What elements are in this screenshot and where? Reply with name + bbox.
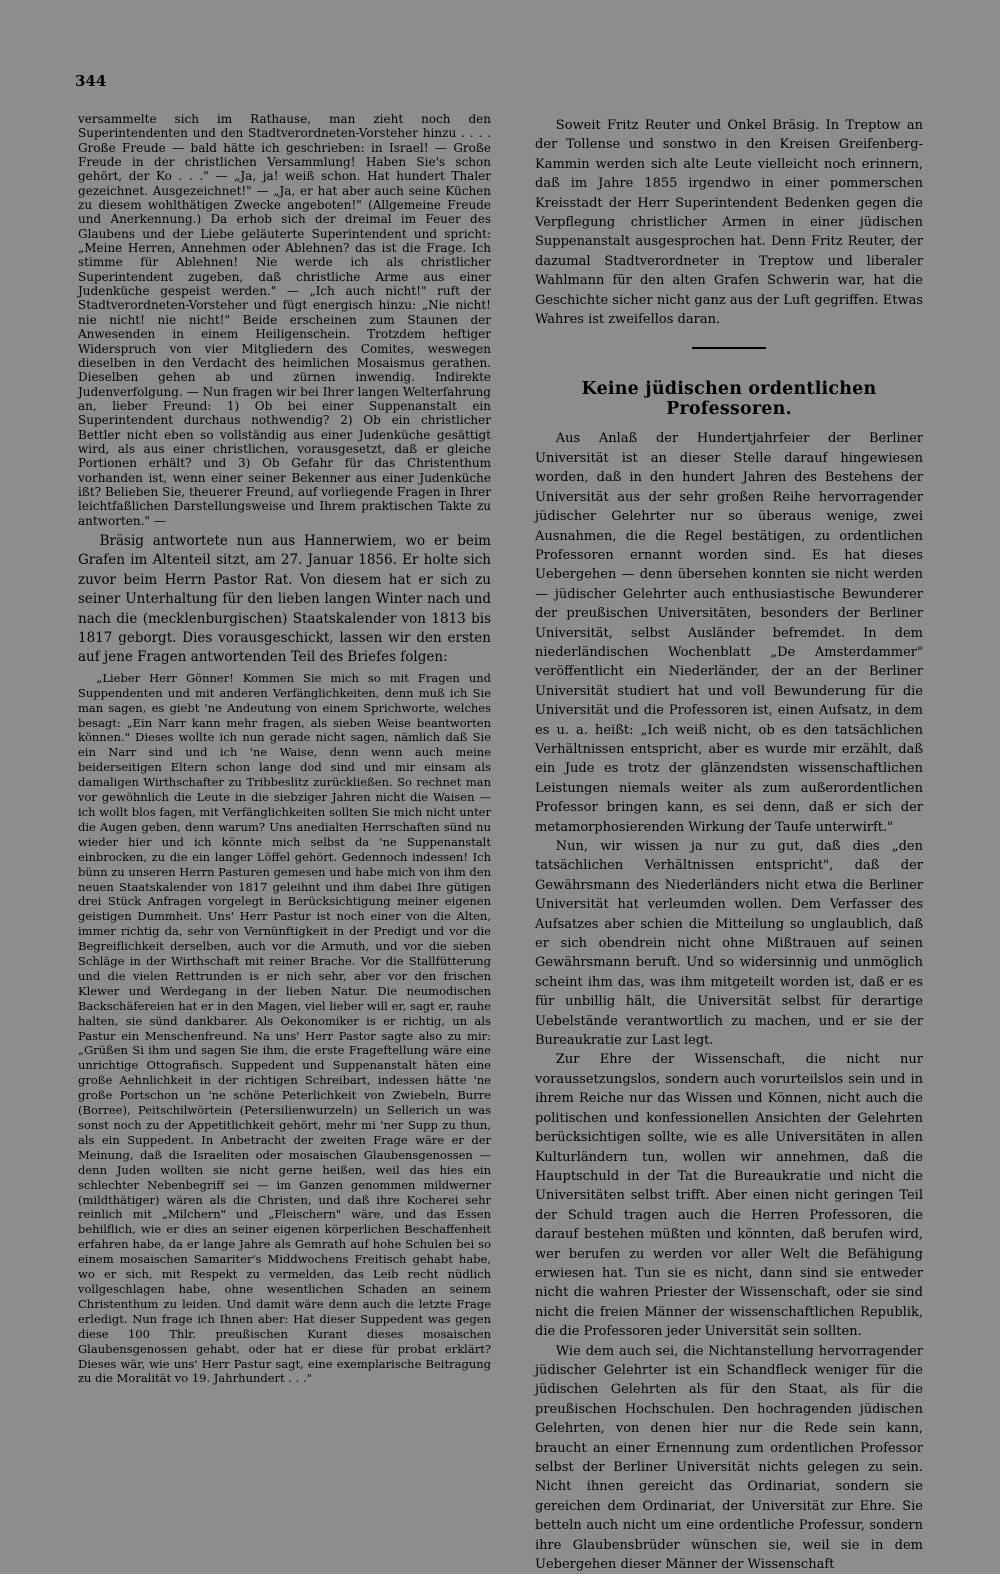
left-lead-paragraph: versammelte sich im Rathause, man zieht noch den Superintendenten und den Stadtverordneten-Vorsteher hinzu . . . . Große Freude — bald hätte ich geschrieben: in Israel! — Große Freude in der christlichen Versammlung! Haben Sie's schon gehört, der Ko . . ." — „Ja, ja! weiß schon. Hat hundert Thaler gezeichnet. Ausgezeichnet!" — „Ja, er hat aber auch seine Küchen zu diesem wohlthätigen Zwecke angeboten!" (Allgemeine Freude und Anerkennung.) Da erhob sich der dreimal im Feuer des Glaubens und der Liebe geläuterte Superintendent und spricht: „Meine Herren, Annehmen oder Ablehnen? das ist die Frage. Ich stimme für Ablehnen! Nie werde ich als christlicher Superintendent zugeben, daß christliche Arme aus einer Judenküche gespeist werden." — „Ich auch nicht!" ruft der Stadtverordneten-Vorsteher und fügt energisch hinzu: „Nie nicht! nie nicht! nie nicht!" Beide erscheinen zum Staunen der Anwesenden in einem Heiligenschein. Trotzdem heftiger Widerspruch von vier Mitgliedern des Comites, weswegen dieselben in den Verdacht des heimlichen Mosaismus gerathen. Dieselben gehen ab und zürnen inwendig. Indirekte Judenverfolgung. — Nun fragen wir bei Ihrer langen Welterfahrung an, lieber Freund: 1) Ob bei einer Suppenanstalt ein Superintendent durchaus nothwendig? 2) Ob ein christlicher Bettler nicht eben so vollständig aus einer Judenküche gesättigt wird, als aus einer christlichen, vorausgesetzt, daß er gleiche Portionen erhält? und 3) Ob Gefahr für das Christenthum vorhanden ist, wenn einer seiner Bekenner aus einer Judenküche ißt? Belieben Sie, theuerer Freund, auf vorliegende Fragen in Ihrer leichtfaßlichen Darstellungsweise und Ihrem praktischen Takte zu antworten." — [78,112,491,528]
article-paragraph: Nun, wir wissen ja nur zu gut, daß dies „den tatsächlichen Verhältnissen entspricht", daß der Gewährsmann des Niederländers nicht etwa die Berliner Universität hat verleumden wollen. Dem Verfasser des Aufsatzes aber schien die Mitteilung so unglaublich, daß er sich obendrein nicht ohne Mißtrauen auf seinen Gewährsmann beruft. Und so widersinnig und unmöglich scheint ihm das, was ihm mitgeteilt worden ist, daß er es für unbillig hält, die Universität selbst für derartige Uebelstände verantwortlich zu machen, und er sie der Bureaukratie zur Last legt. [535,839,923,1049]
bräsig-letter: „Lieber Herr Gönner! Kommen Sie mich so mit Fragen und Suppendenten und mit anderen Verfänglichkeiten, denn muß ich Sie man sagen, es giebt 'ne Andeutung von einem Sprichworte, welches besagt: „Ein Narr kann mehr fragen, als sieben Weise beantworten können." Dieses wollte ich nun gerade nicht sagen, nämlich daß Sie ein Narr sind und ich 'ne Waise, denn wenn auch meine beiderseitigen Eltern schon lange dod sind und mir einsam als damaligen Wirthschafter zu Tribbeslitz zurückließen. So rechnet man vor gewöhnlich die Leute in die siebziger Jahren nicht die Waisen — ich wollt blos fagen, mit Verfänglichkeiten sollten Sie mich nicht unter die Augen geben, denn warum? Uns anedialten Herrschaften sünd nu wieder hier und ich könnte mich selbst da 'ne Suppenanstalt einbrocken, zu die ein langer Löffel gehört. Gedennoch indessen! Ich bünn zu unseren Herrn Pasturen gemesen und habe mich von ihm den neuen Staatskalender von 1817 geleihnt und ihm dabei Ihre gütigen drei Stück Anfragen vorgelegt in Berücksichtigung meiner eigenen geistigen Dummheit. Uns' Herr Pastur ist noch einer von die Alten, immer richtig da, sehr von Vernünftigkeit in der Predigt und vor die Begreiflichkeit derselben, auch vor die Armuth, und vor die sieben Schläge in der Wirthschaft mit reiner Brache. Vor die Stallfütterung und die vielen Rettrunden is er nich sehr, aber vor den frischen Klewer und Werdegang in der lieben Natur. Die neumodischen Backschäfereien hat er in den Magen, viel lieber will er, sagt er, rauhe halten, sie sünd dankbarer. Als Oekonomiker is er richtig, un als Pastur ein Menschenfreund. Na uns' Herr Pastor sagte also zu mir: „Grüßen Si ihm und sagen Sie ihm, die erste Frageftellung wäre eine unrichtige Ottografisch. Suppedent und Suppenanstalt häten eine große Aehnlichkeit in der richtigen Schreibart, indessen hätte 'ne große Portschon un 'ne schöne Peterlichkeit von Zwiebeln, Burre (Borree), Peitschilwörtein (Petersilienwurzeln) un Sellerich un was sonst noch zu der Appetitlichkeit gehört, mehr mi 'ner Supp zu thun, als ein Suppedent. In Anbetracht der zweiten Frage wäre er der Meinung, daß die Israeliten oder mosaischen Glaubensgenossen — denn Juden wollten sie nicht gerne heißen, weil das hies ein schlechter Nebenbegriff sei — im Ganzen genommen mildwerner (mildthätiger) wären als die Christen, und daß ihre Kocherei sehr reinlich mit „Milchern" und „Fleischern" wäre, und das Essen behilflich, wie er dies an seiner eigenen körperlichen Beschaffenheit erfahren habe, da er lange Jahre als Gemrath auf hohe Schulen bei so einem mosaischen Samariter's Middwochens Freitisch gehabt habe, wo er sich, mit Respekt zu vermelden, das Leib recht nüdlich vollgeschlagen habe, ohne wesentlichen Schaden an seinem Christenthum zu leiden. Und damit wäre denn auch die letzte Frage erledigt. Nun frage ich Ihnen aber: Hat dieser Suppedent was gegen diese 100 Thlr. preußischen Kurant dieses mosaischen Glaubensgenossen gehabt, oder hat er diese für probat erklärt? Dieses wär, wie uns' Herr Pastur sagt, eine exemplarische Beitragung zu die Moralität vo 19. Jahrhundert . . ." [78,670,491,1386]
article-paragraph: Wie dem auch sei, die Nichtanstellung hervorragender jüdischer Gelehrter ist ein Schandfleck weniger für die jüdischen Gelehrten als für den Staat, als für die preußischen Hochschulen. Den hochragenden jüdischen Gelehrten, von denen hier nur die Rede sein kann, braucht an einer Ernennung zum ordentlichen Professor selbst der Berliner Universität nichts gelegen zu sein. Nicht ihnen gereicht das Ordinariat, sondern sie gereichen dem Ordinariat, der Universität zur Ehre. Sie betteln auch nicht um eine ordentliche Professur, sondern ihre Glaubensbrüder wünschen sie, weil sie in dem Uebergehen dieser Männer der Wissenschaft [535,1343,923,1573]
page-number: 344 [75,72,107,90]
section-divider [692,347,766,349]
article-heading: Keine jüdischen ordentlichen Professoren. [581,379,877,420]
left-column [78,112,491,1386]
left-body-paragraph: Bräsig antwortete nun aus Hannerwiem, wo er beim Grafen im Altenteil sitzt, am 27. Januar 1856. Er holte sich zuvor beim Herrn Pastor Rat. Von diesem hat er sich zu seiner Unterhaltung für den lieben langen Winter nach und nach die (mecklenburgischen) Staatskalender von 1813 bis 1817 geborgt. Dies vorausgeschickt, lassen wir den ersten auf jene Fragen antwortenden Teil des Briefes folgen: [78,532,491,666]
article-paragraph: Aus Anlaß der Hundertjahrfeier der Berliner Universität ist an dieser Stelle darauf hingewiesen worden, daß in den hundert Jahren des Bestehens der Universität aus der sehr großen Reihe hervorragender jüdischer Gelehrter nur so überaus wenige, zwei Ausnahmen, die die Regel bestätigen, zu ordentlichen Professoren ernannt worden sind. Es hat dieses Uebergehen — denn übersehen konnten sie nicht werden — jüdischer Gelehrter auch enthusiastische Bewunderer der preußischen Universitäten, besonders der Berliner Universität, selbst Ausländer befremdet. In dem niederländischen Wochenblatt „De Amsterdammer" veröffentlicht ein Niederländer, der an der Berliner Universität studiert hat und voll Bewunderung für die Universität und die Professoren ist, einen Aufsatz, in dem es u. a. heißt: „Ich weiß nicht, ob es den tatsächlichen Verhältnissen entspricht, aber es wurde mir erzählt, daß ein Jude es trotz der glänzendsten wissenschaftlichen Leistungen niemals weiter als zum außerordentlichen Professor bringen kann, es sei denn, daß er sich der metamorphosierenden Wirkung der Taufe unterwirft." [535,431,923,835]
right-intro-paragraph: Soweit Fritz Reuter und Onkel Bräsig. In Treptow an der Tollense und sonstwo in den Kreisen Greifenberg-Kammin werden sich alte Leute vielleicht noch erinnern, daß im Jahre 1855 irgendwo in einer pommerschen Kreisstadt der Herr Superintendent Bedenken gegen die Verpflegung christlicher Armen in einer jüdischen Suppenanstalt ausgesprochen hat. Denn Fritz Reuter, der dazumal Stadtverordneter in Treptow und liberaler Wahlmann für den alten Grafen Schwerin war, hat die Geschichte sicher nicht ganz aus der Luft gegriffen. Etwas Wahres ist zweifellos daran. [535,118,923,328]
right-column [535,116,923,1574]
article-paragraph: Zur Ehre der Wissenschaft, die nicht nur voraussetzungslos, sondern auch vorurteilslos sein und in ihrem Reiche nur das Wissen und Können, nicht auch die politischen und konfessionellen Ansichten der Gelehrten berücksichtigen sollte, wie es alle Universitäten in allen Kulturländern tun, wollen wir annehmen, daß die Hauptschuld in der Tat die Bureaukratie und nicht die Universitäten selbst trifft. Aber einen nicht geringen Teil der Schuld tragen auch die Herren Professoren, die darauf bestehen müßten und könnten, daß berufen wird, wer berufen zu werden vor aller Welt die Befähigung erwiesen hat. Tun sie es nicht, dann sind sie entweder nicht die wahren Priester der Wissenschaft, oder sie sind nicht die freien Männer der wissenschaftlichen Republik, die die Professoren jeder Universität sein sollten. [535,1052,923,1340]
